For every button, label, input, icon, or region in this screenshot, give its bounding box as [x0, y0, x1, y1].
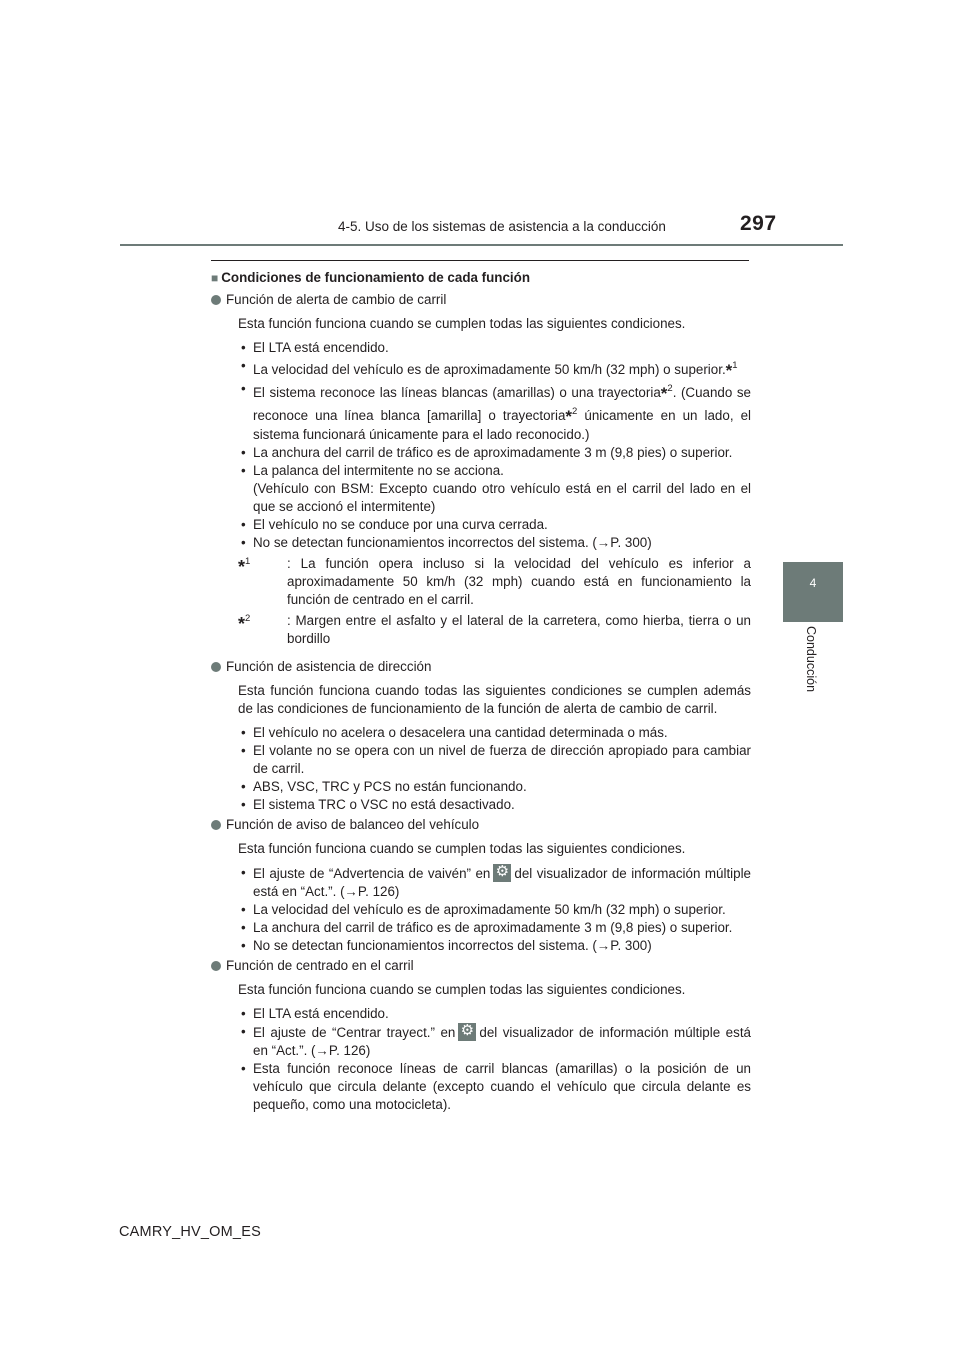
chapter-number: 4: [809, 576, 817, 590]
list-item: • El sistema reconoce las líneas blancas (amarillas) o una trayectoria*$^2$. (Cuando se reconoce una línea blanca [amarilla] o trayectoria*$^2$ únicamente en un lado, el sistema funcionará únicamente para el lado reconocido.): [253, 380, 751, 444]
list-item: • La anchura del carril de tráfico es de aproximadamente 3 m (9,8 pies) o superior.: [253, 919, 751, 937]
page-number: 297: [740, 212, 777, 235]
condition-list: [211, 864, 751, 955]
list-item: • El sistema TRC o VSC no está desactivado.: [253, 796, 751, 814]
list-item: • El vehículo no acelera o desacelera una cantidad determinada o más.: [253, 724, 751, 742]
list-item: • La velocidad del vehículo es de aproximadamente 50 km/h (32 mph) o superior.: [253, 901, 751, 919]
chapter-tab: [783, 562, 843, 622]
subsection-title-steering-assist: Función de asistencia de dirección: [211, 658, 751, 676]
circle-bullet-icon: [211, 295, 221, 305]
paragraph: Esta función funciona cuando todas las siguientes condiciones se cumplen además de las condiciones de funcionamiento de la función de alerta de cambio de carril.: [238, 683, 751, 716]
paragraph: Esta función funciona cuando se cumplen todas las siguientes condiciones.: [238, 316, 686, 331]
circle-bullet-icon: [211, 820, 221, 830]
circle-bullet-icon: [211, 961, 221, 971]
square-bullet-icon: ■: [211, 271, 219, 285]
list-item: • El LTA está encendido.: [253, 339, 751, 357]
list-item: • La velocidad del vehículo es de aproximadamente 50 km/h (32 mph) o superior.*$^1$: [253, 357, 751, 380]
footnote-2: *$^2$ : Margen entre el asfalto y el lateral de la carretera, como hierba, tierra o un bordillo: [238, 613, 751, 646]
chapter-label: Conducción: [804, 626, 818, 693]
list-item: • El ajuste de “Advertencia de vaivén” en⚙ del visualizador de información múltiple está en “Act.”. (→P. 126): [253, 864, 751, 901]
document-code: CAMRY_HV_OM_ES: [119, 1224, 261, 1240]
list-item: • No se detectan funcionamientos incorrectos del sistema. (→P. 300): [253, 534, 751, 552]
list-item: • El vehículo no se conduce por una curva cerrada.: [253, 516, 751, 534]
condition-list: [211, 724, 751, 814]
condition-list: [211, 1005, 751, 1114]
paragraph: Esta función funciona cuando se cumplen todas las siguientes condiciones.: [238, 841, 686, 856]
list-item: • Esta función reconoce líneas de carril blancas (amarillas) o la posición de un vehículo que circula delante (excepto cuando el vehículo que circula delante es pequeño, como una motocicleta).: [253, 1060, 751, 1114]
list-item: • El volante no se opera con un nivel de fuerza de dirección apropiado para cambiar de carril.: [253, 742, 751, 778]
settings-gear-icon: [493, 864, 511, 882]
list-item: • El ajuste de “Centrar trayect.” en⚙ del visualizador de información múltiple está en “Act.”. (→P. 126): [253, 1023, 751, 1060]
subsection-title-lane-centering: Función de centrado en el carril: [211, 957, 751, 975]
list-item: • El LTA está encendido.: [253, 1005, 751, 1023]
settings-gear-icon: [458, 1023, 476, 1041]
circle-bullet-icon: [211, 662, 221, 672]
section-rule: [211, 260, 749, 261]
paragraph: Esta función funciona cuando se cumplen todas las siguientes condiciones.: [238, 982, 686, 997]
page-content: [211, 266, 751, 1116]
section-heading: ■ Condiciones de funcionamiento de cada función: [211, 270, 531, 285]
footnote-1: *$^1$ : La función opera incluso si la velocidad del vehículo es inferior a aproximadamente 50 km/h (32 mph) cuando está en funcionamiento la función de centrado en el carril.: [238, 556, 751, 607]
header-rule: [120, 244, 843, 246]
list-item: • No se detectan funcionamientos incorrectos del sistema. (→P. 300): [253, 937, 751, 955]
section-header-title: 4-5. Uso de los sistemas de asistencia a la conducción: [338, 219, 666, 234]
condition-list: [211, 339, 751, 552]
list-item: • La anchura del carril de tráfico es de aproximadamente 3 m (9,8 pies) o superior.: [253, 444, 751, 462]
subsection-title-sway-warning: Función de aviso de balanceo del vehículo: [211, 816, 751, 834]
subsection-title-lane-departure: Función de alerta de cambio de carril: [211, 291, 751, 309]
list-item: • ABS, VSC, TRC y PCS no están funcionando.: [253, 778, 751, 796]
list-item: • La palanca del intermitente no se acciona. (Vehículo con BSM: Excepto cuando otro vehículo está en el carril del lado en el que se accionó el intermitente): [253, 462, 751, 516]
